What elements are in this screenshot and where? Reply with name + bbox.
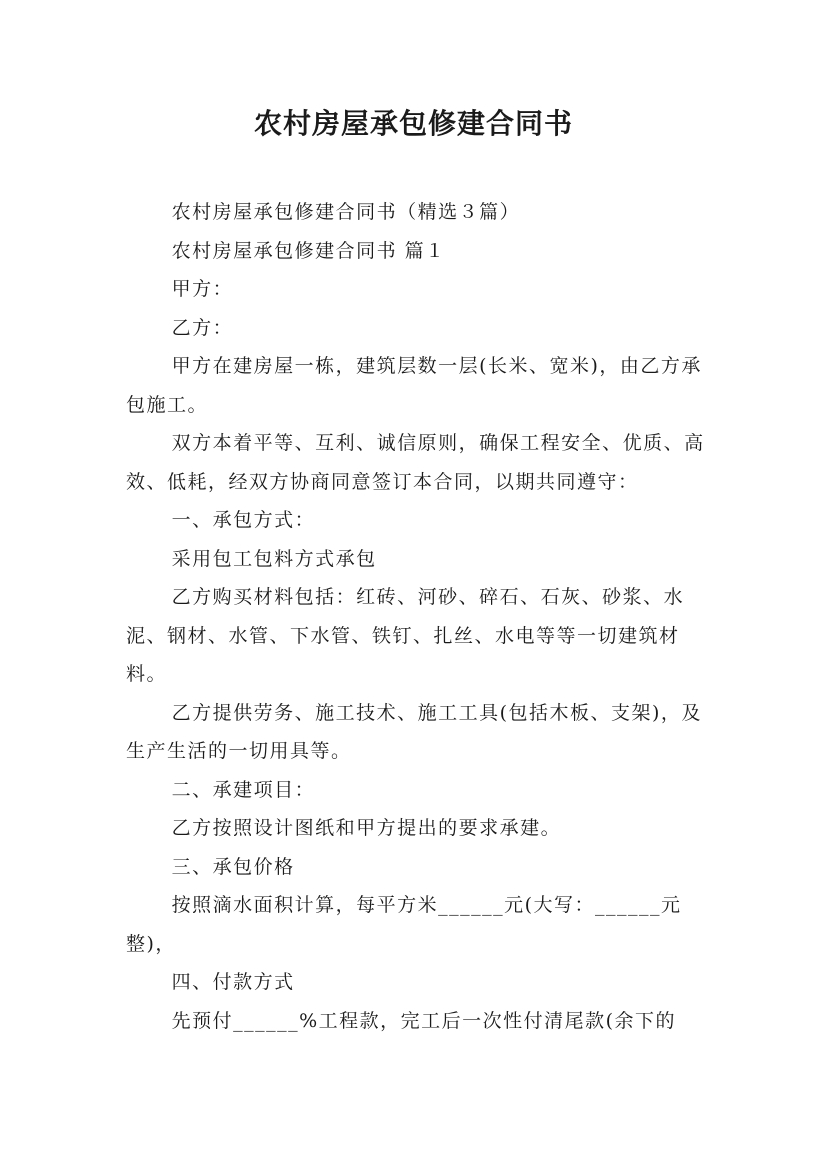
paragraph-section-heading: 农村房屋承包修建合同书 篇１ (171, 239, 446, 262)
paragraph: 乙方按照设计图纸和甲方提出的要求承建。 (171, 817, 562, 839)
document-title: 农村房屋承包修建合同书 (253, 107, 573, 140)
paragraph-party-b: 乙方： (171, 316, 234, 339)
paragraph: 甲方在建房屋一栋，建筑层数一层(长米、宽米)，由乙方承包施工。 (126, 355, 702, 416)
paragraph-heading: 四、付款方式 (171, 971, 295, 993)
paragraph: 乙方提供劳务、施工技术、施工工具(包括木板、支架)，及生产生活的一切用具等。 (126, 701, 702, 762)
paragraph: 先预付______%工程款，完工后一次性付清尾款(余下的 (171, 1009, 677, 1032)
document-body (126, 193, 716, 1040)
paragraph: 采用包工包料方式承包 (171, 547, 377, 570)
paragraph: 双方本着平等、互利、诚信原则，确保工程安全、优质、高效、低耗，经双方协商同意签订本合同，以期共同遵守： (126, 432, 705, 493)
paragraph: 按照滴水面积计算，每平方米______元(大写：______元整)， (126, 894, 682, 955)
paragraph-party-a: 甲方： (171, 278, 234, 300)
paragraph-heading: 二、承建项目： (171, 778, 316, 801)
paragraph-subtitle: 农村房屋承包修建合同书（精选３篇） (171, 201, 521, 223)
paragraph: 乙方购买材料包括：红砖、河砂、碎石、石灰、砂浆、水泥、钢材、水管、下水管、铁钉、扎丝、水电等等一切建筑材料。 (126, 586, 685, 685)
paragraph-heading: 一、承包方式： (171, 509, 316, 531)
paragraph-heading: 三、承包价格 (171, 855, 295, 878)
